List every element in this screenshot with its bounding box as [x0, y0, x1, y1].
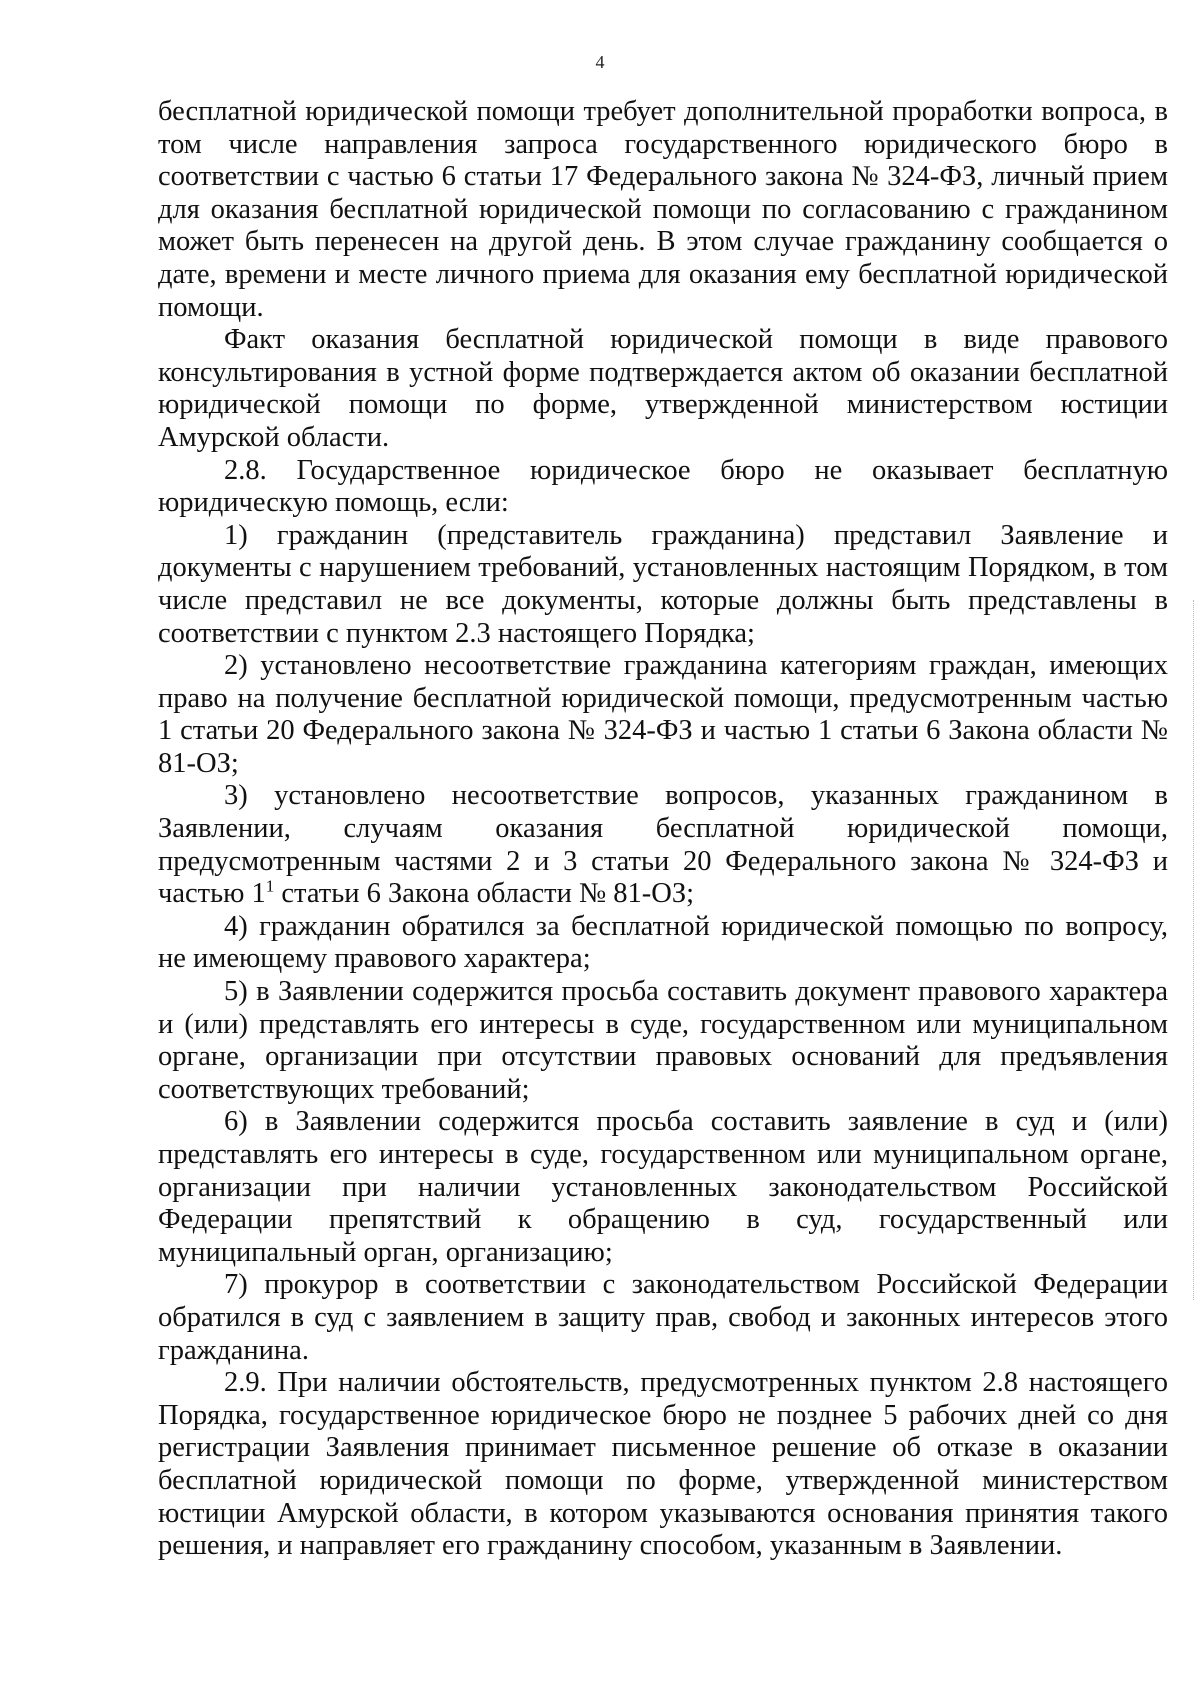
paragraph-2-8: 2.8. Государственное юридическое бюро не оказывает бесплатную юридическую помощь, если:	[158, 454, 1168, 519]
list-item-2-8-4: 4) гражданин обратился за бесплатной юридической помощью по вопросу, не имеющему правового характера;	[158, 910, 1168, 975]
list-item-2-8-6: 6) в Заявлении содержится просьба составить заявление в суд и (или) представлять его интересы в суде, государственном или муниципальном органе, организации при наличии установленных законодательством Российской Федерации препятствий к обращению в суд, государственный или муниципальный орган, организацию;	[158, 1106, 1168, 1268]
list-item-2-8-3	[158, 780, 1168, 910]
list-item-2-8-1: 1) гражданин (представитель гражданина) представил Заявление и документы с нарушением требований, установленных настоящим Порядком, в том числе представил не все документы, которые должны быть представлены в соответствии с пунктом 2.3 настоящего Порядка;	[158, 519, 1168, 649]
paragraph-continuation: бесплатной юридической помощи требует дополнительной проработки вопроса, в том числе направления запроса государственного юридического бюро в соответствии с частью 6 статьи 17 Федерального закона № 324-ФЗ, личный прием для оказания бесплатной юридической помощи по согласованию с гражданином может быть перенесен на другой день. В этом случае гражданину сообщается о дате, времени и месте личного приема для оказания ему бесплатной юридической помощи.	[158, 96, 1168, 323]
paragraph-fact-of-assistance: Факт оказания бесплатной юридической помощи в виде правового консультирования в устной форме подтверждается актом об оказании бесплатной юридической помощи по форме, утвержденной министерством юстиции Амурской области.	[158, 324, 1168, 453]
list-item-2-8-5: 5) в Заявлении содержится просьба составить документ правового характера и (или) представлять его интересы в суде, государственном или муниципальном органе, организации при отсутствии правовых оснований для предъявления соответствующих требований;	[158, 976, 1168, 1105]
list-item-2-8-3-tail: статьи 6 Закона области № 81-ОЗ;	[274, 878, 695, 910]
list-item-2-8-3-text: 3) установлено несоответствие вопросов, указанных гражданином в Заявлении, случаям оказания бесплатной юридической помощи, предусмотренным частями 2 и 3 статьи 20 Федерального закона № 324-ФЗ и частью 1	[158, 780, 1168, 910]
paragraph-2-9: 2.9. При наличии обстоятельств, предусмотренных пунктом 2.8 настоящего Порядка, государственное юридическое бюро не позднее 5 рабочих дней со дня регистрации Заявления принимает письменное решение об отказе в оказании бесплатной юридической помощи по форме, утвержденной министерством юстиции Амурской области, в котором указываются основания принятия такого решения, и направляет его гражданину способом, указанным в Заявлении.	[158, 1367, 1168, 1562]
document-body	[158, 96, 1168, 1563]
page-number: 4	[595, 52, 605, 72]
list-item-2-8-7: 7) прокурор в соответствии с законодательством Российской Федерации обратился в суд с заявлением в защиту прав, свобод и законных интересов этого гражданина.	[158, 1269, 1168, 1366]
superscript-mark: 1	[265, 876, 275, 896]
scan-edge-line	[1192, 600, 1194, 1300]
list-item-2-8-2: 2) установлено несоответствие гражданина категориям граждан, имеющих право на получение бесплатной юридической помощи, предусмотренным частью 1 статьи 20 Федерального закона № 324-ФЗ и частью 1 статьи 6 Закона области № 81-ОЗ;	[158, 650, 1168, 779]
